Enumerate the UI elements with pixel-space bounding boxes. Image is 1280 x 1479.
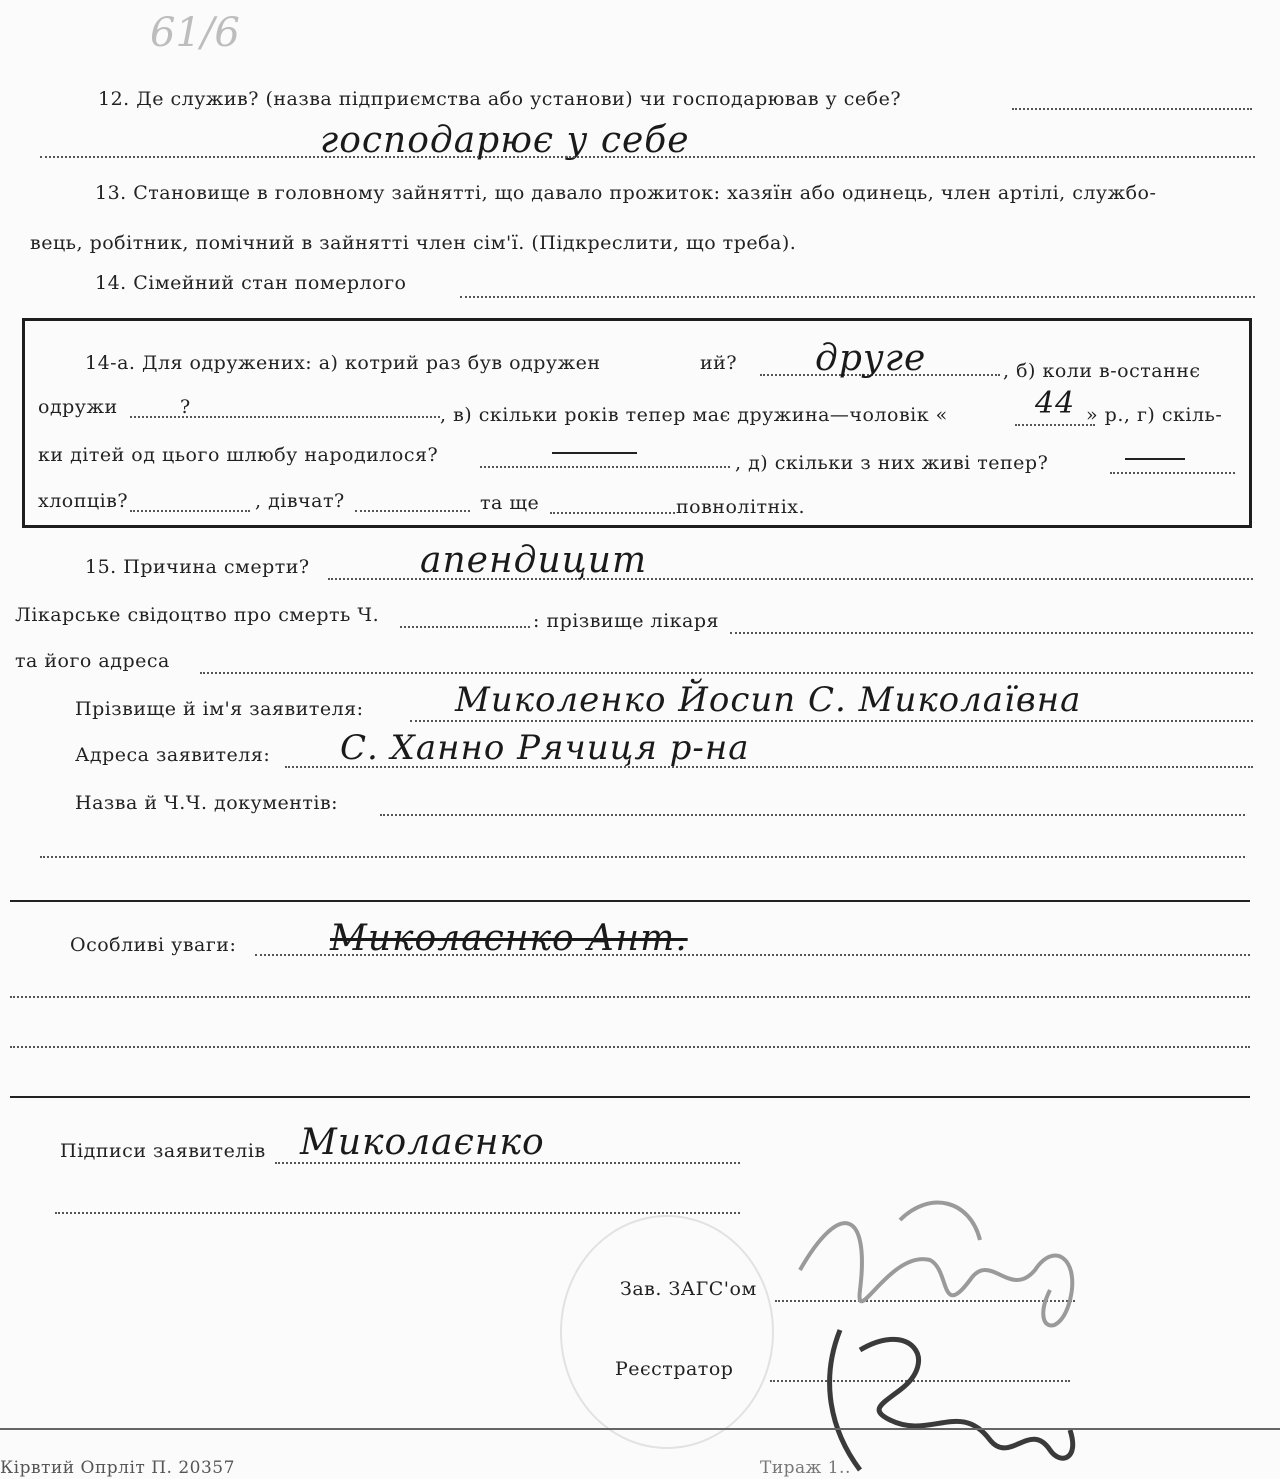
remarks-value: Миколаєнко Ант. [330, 918, 688, 959]
q14-label: 14. Сімейний стан померлого [95, 272, 407, 294]
q14a-b-q: ? [180, 396, 191, 418]
applicant-address-value: С. Ханно Рячиця р-на [340, 728, 750, 768]
applicant-name-label: Прізвище й ім'я заявителя: [75, 698, 364, 720]
divider-1 [10, 900, 1250, 902]
q14a-boys-line [130, 510, 250, 512]
signatures-label: Підписи заявителів [60, 1140, 266, 1162]
q14a-girls-line [355, 510, 470, 512]
med-address-label: та його адреса [15, 650, 170, 672]
med-cert-line [400, 626, 530, 628]
signatures-line2 [55, 1212, 740, 1214]
q14a-b-label: , б) коли в-останнє [1003, 360, 1201, 382]
divider-3 [0, 1428, 1280, 1430]
official-stamp [560, 1215, 774, 1449]
q12-dotted-line [1012, 108, 1252, 110]
q14a-g-dash [552, 452, 637, 454]
q12-label: 12. Де служив? (назва підприємства або установи) чи господарював у себе? [98, 88, 902, 110]
q14-dotted-line [460, 296, 1255, 298]
med-cert-label: Лікарське свідоцтво про смерть Ч. [15, 604, 380, 626]
applicant-name-line [410, 720, 1253, 722]
footer-right: Тираж 1.. [760, 1458, 851, 1478]
q14a-c-label: , в) скільки років тепер має дружина—чоловік « [440, 404, 948, 426]
q14a-c-answer: 44 [1035, 386, 1076, 421]
q14a-and-line [550, 512, 675, 514]
q14a-a-label: 14-а. Для одружених: а) котрий раз був одружен [85, 352, 601, 374]
q12-answer-line [40, 156, 1255, 158]
q14a-c-suffix: » р., г) скіль- [1086, 404, 1223, 426]
head-label: Зав. ЗАГС'ом [620, 1278, 757, 1300]
footer-left: Кірвтий Опрліт П. 20357 [0, 1458, 235, 1478]
q13-line1: 13. Становище в головному зайнятті, що давало прожиток: хазяїн або одинець, член артілі, службо- [95, 182, 1157, 204]
q14a-c-line [1015, 424, 1095, 426]
q14a-a-suffix: ий? [700, 352, 738, 374]
med-doctor-label: : прізвище лікаря [533, 610, 720, 632]
registrar-label: Реєстратор [615, 1358, 734, 1380]
q14a-and: та ще [480, 492, 540, 514]
registrar-signature [800, 1320, 1100, 1479]
signatures-value: Миколаєнко [300, 1122, 545, 1163]
q14a-g-dotted [480, 466, 730, 468]
remarks-label: Особливі уваги: [70, 934, 237, 956]
applicant-docs-label: Назва й Ч.Ч. документів: [75, 792, 339, 814]
divider-2 [10, 1096, 1250, 1098]
q15-answer: апендицит [420, 540, 648, 581]
q14a-d-dotted [1110, 472, 1235, 474]
med-address-line [200, 672, 1253, 674]
q14a-girls: , дівчат? [255, 490, 345, 512]
q14a-boys: хлопців? [38, 490, 129, 512]
q14a-d-dash [1125, 458, 1185, 460]
pencil-mark: 61/6 [150, 10, 240, 56]
q15-label: 15. Причина смерти? [85, 556, 310, 578]
applicant-docs-line2 [40, 856, 1245, 858]
q14a-g-line: ки дітей од цього шлюбу народилося? [38, 444, 439, 466]
q12-answer: господарює у себе [320, 120, 690, 161]
q14a-adult: повнолітніх. [676, 496, 806, 518]
q14a-b-line2: одружи [38, 396, 118, 418]
remarks-line2 [10, 996, 1250, 998]
q13-line2: вець, робітник, помічний в зайнятті член сім'ї. (Підкреслити, що треба). [30, 232, 797, 254]
q14a-d-label: , д) скільки з них живі тепер? [735, 452, 1049, 474]
med-doctor-line [730, 632, 1253, 634]
q14a-b-line [130, 416, 440, 418]
q14a-a-answer: друге [815, 338, 927, 379]
applicant-name-value: Миколенко Йосип С. Миколаївна [455, 680, 1082, 720]
applicant-address-label: Адреса заявителя: [75, 744, 271, 766]
remarks-line3 [10, 1046, 1250, 1048]
applicant-docs-line1 [380, 814, 1245, 816]
